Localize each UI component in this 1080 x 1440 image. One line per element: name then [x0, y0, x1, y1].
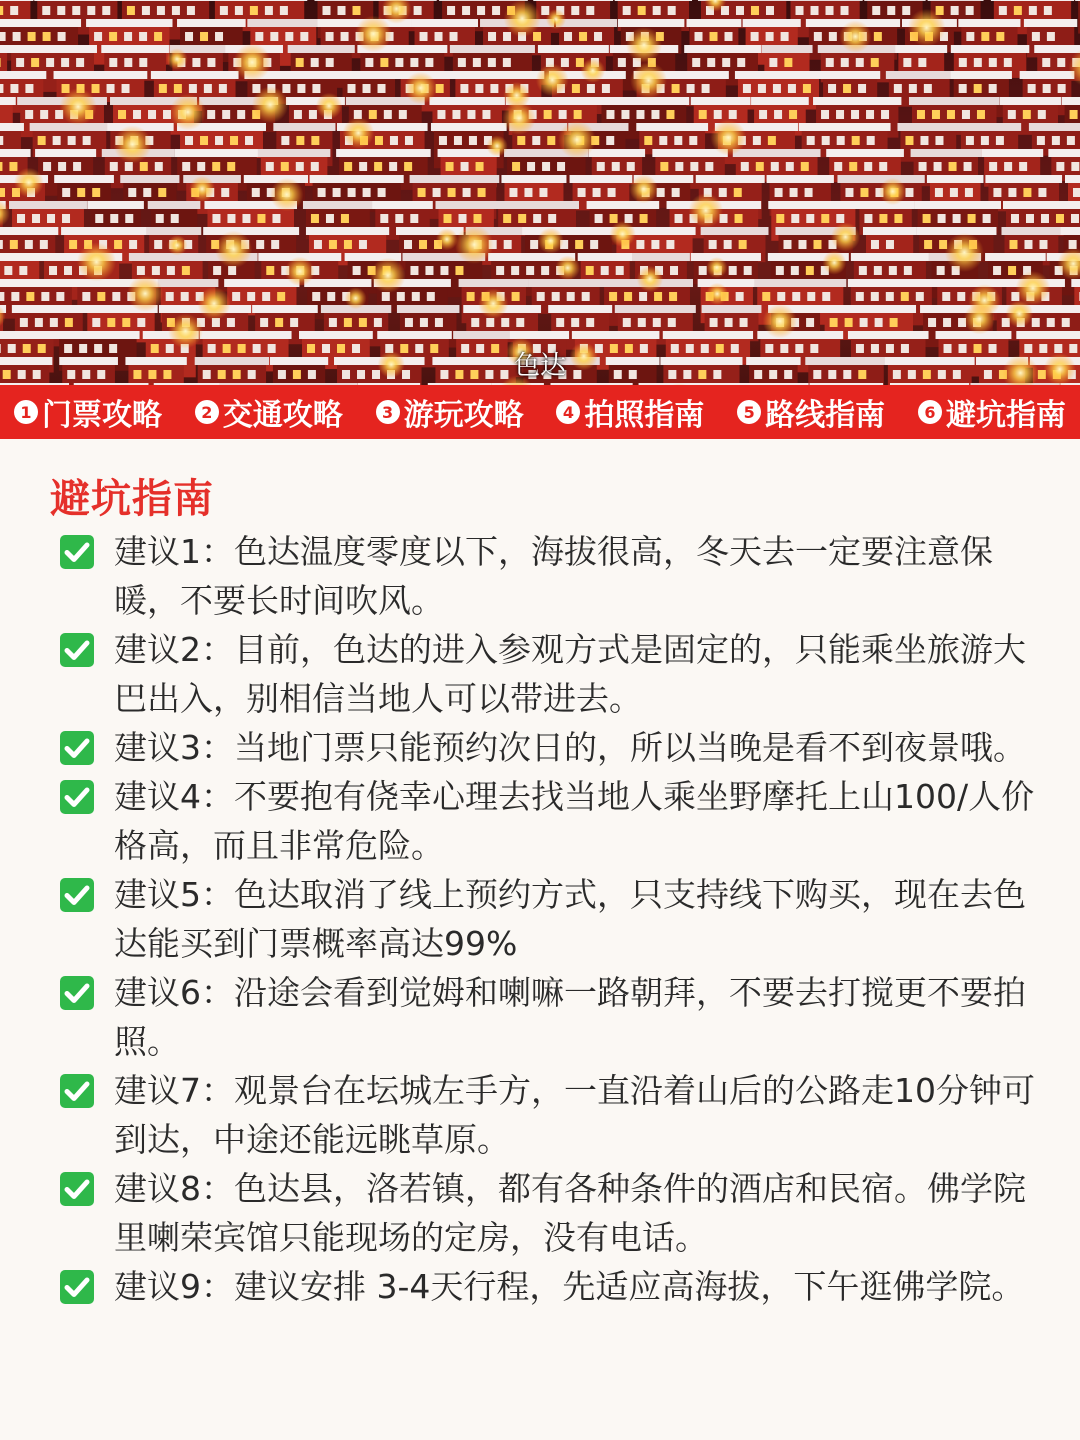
tab-number-badge: 2	[195, 400, 219, 424]
tab-label: 避坑指南	[945, 398, 1066, 433]
street-light-glow	[270, 178, 303, 211]
street-light-glow	[252, 86, 289, 123]
street-light-glow	[706, 283, 728, 305]
street-light-glow	[626, 27, 662, 63]
tip-item	[60, 625, 1050, 723]
street-light-glow	[370, 258, 405, 293]
street-light-glow	[546, 9, 566, 29]
checkmark-icon	[60, 633, 94, 667]
tab-label: 游玩攻略	[403, 398, 524, 433]
checkmark-icon	[60, 1172, 94, 1206]
street-light-glow	[502, 101, 535, 134]
street-light-glow	[197, 287, 230, 320]
street-light-glow	[316, 93, 342, 119]
street-light-glow	[637, 266, 663, 292]
tip-text: 建议8：色达县，洛若镇，都有各种条件的酒店和民宿。佛学院里喇荣宾馆只能现场的定房，没有电话。	[114, 1169, 1026, 1257]
street-light-glow	[964, 303, 995, 334]
tips-list	[60, 527, 1050, 1311]
tab-ticket-guide[interactable]	[14, 390, 162, 434]
street-light-glow	[536, 64, 569, 97]
tab-route-guide[interactable]	[737, 390, 885, 434]
checkmark-icon	[60, 780, 94, 814]
street-light-glow	[436, 228, 458, 250]
street-light-glow	[629, 175, 658, 204]
tip-item	[60, 527, 1050, 625]
street-light-glow	[908, 9, 946, 47]
street-light-glow	[580, 58, 605, 83]
category-tab-bar	[0, 385, 1080, 439]
street-light-glow	[1006, 300, 1033, 327]
tip-item	[60, 1262, 1050, 1311]
tab-pitfall-guide[interactable]	[918, 390, 1066, 434]
tip-text: 建议7：观景台在坛城左手方，一直沿着山后的公路走10分钟可到达，中途还能远眺草原。	[114, 1071, 1035, 1159]
tab-play-guide[interactable]	[376, 390, 524, 434]
street-light-glow	[763, 304, 797, 338]
tab-label: 路线指南	[765, 398, 886, 433]
tab-transport-guide[interactable]	[195, 390, 343, 434]
checkmark-icon	[60, 976, 94, 1010]
tab-label: 交通攻略	[222, 398, 343, 433]
street-light-glow	[455, 225, 494, 264]
street-light-glow	[167, 235, 187, 255]
street-light-glow	[822, 251, 846, 275]
street-light-glow	[343, 117, 375, 149]
street-light-glow	[831, 222, 860, 251]
street-light-glow	[879, 178, 906, 205]
street-light-glow	[478, 289, 508, 319]
street-light-glow	[170, 94, 206, 130]
street-light-glow	[77, 242, 116, 281]
hero-illustration	[0, 0, 1080, 385]
street-light-glow	[630, 62, 667, 99]
section-title: 避坑指南	[50, 476, 214, 522]
hero-caption: 色达	[513, 351, 566, 381]
street-light-glow	[189, 176, 215, 202]
tip-text: 建议2：目前，色达的进入参观方式是固定的，只能乘坐旅游大巴出入，别相信当地人可以带进去。	[114, 630, 1026, 718]
tab-label: 拍照指南	[584, 398, 705, 433]
street-light-glow	[945, 233, 984, 272]
tip-item	[60, 1066, 1050, 1164]
street-light-glow	[168, 314, 203, 349]
street-light-glow	[355, 16, 392, 53]
hero-photo	[0, 0, 1080, 385]
street-light-glow	[504, 0, 541, 37]
tip-item	[60, 968, 1050, 1066]
tip-item	[60, 723, 1050, 772]
tip-item	[60, 1164, 1050, 1262]
street-light-glow	[14, 168, 44, 198]
tip-item	[60, 772, 1050, 870]
tip-text: 建议5：色达取消了线上预约方式，只支持线下购买，现在去色达能买到门票概率高达99%	[114, 875, 1026, 963]
tab-label: 门票攻略	[42, 398, 162, 433]
tab-number-badge: 4	[556, 400, 580, 424]
street-light-glow	[285, 257, 315, 287]
street-light-glow	[127, 275, 163, 311]
tab-number-badge: 5	[737, 400, 761, 424]
street-light-glow	[345, 287, 367, 309]
street-light-glow	[609, 221, 635, 247]
street-light-glow	[166, 48, 188, 70]
street-light-glow	[839, 20, 871, 52]
checkmark-icon	[60, 731, 94, 765]
street-light-glow	[486, 135, 507, 156]
tab-number-badge: 3	[376, 400, 400, 424]
tab-photo-guide[interactable]	[556, 390, 704, 434]
tab-number-badge: 1	[14, 400, 38, 424]
checkmark-icon	[60, 1270, 94, 1304]
tip-text: 建议9：建议安排 3-4天行程，先适应高海拔，下午逛佛学院。	[114, 1267, 1025, 1306]
tip-text: 建议6：沿途会看到觉姆和喇嘛一路朝拜，不要去打搅更不要拍照。	[114, 973, 1026, 1061]
checkmark-icon	[60, 535, 94, 569]
street-light-glow	[710, 120, 746, 156]
tip-text: 建议1：色达温度零度以下，海拔很高，冬天去一定要注意保暖，不要长时间吹风。	[114, 532, 993, 620]
tip-text: 建议3：当地门票只能预约次日的，所以当晚是看不到夜景哦。	[114, 728, 1026, 767]
street-light-glow	[537, 228, 563, 254]
street-light-glow	[215, 231, 252, 268]
street-light-glow	[706, 257, 727, 278]
tip-item	[60, 870, 1050, 968]
checkmark-icon	[60, 878, 94, 912]
street-light-glow	[555, 256, 580, 281]
checkmark-icon	[60, 1074, 94, 1108]
tip-text: 建议4：不要抱有侥幸心理去找当地人乘坐野摩托上山100/人价格高，而且非常危险。	[114, 777, 1035, 865]
street-light-glow	[60, 88, 97, 125]
street-light-glow	[404, 72, 437, 105]
street-light-glow	[113, 125, 151, 163]
house-shape	[1075, 0, 1080, 34]
street-light-glow	[558, 121, 596, 159]
street-light-glow	[689, 193, 724, 228]
street-light-glow	[233, 43, 271, 81]
tab-number-badge: 6	[918, 400, 942, 424]
